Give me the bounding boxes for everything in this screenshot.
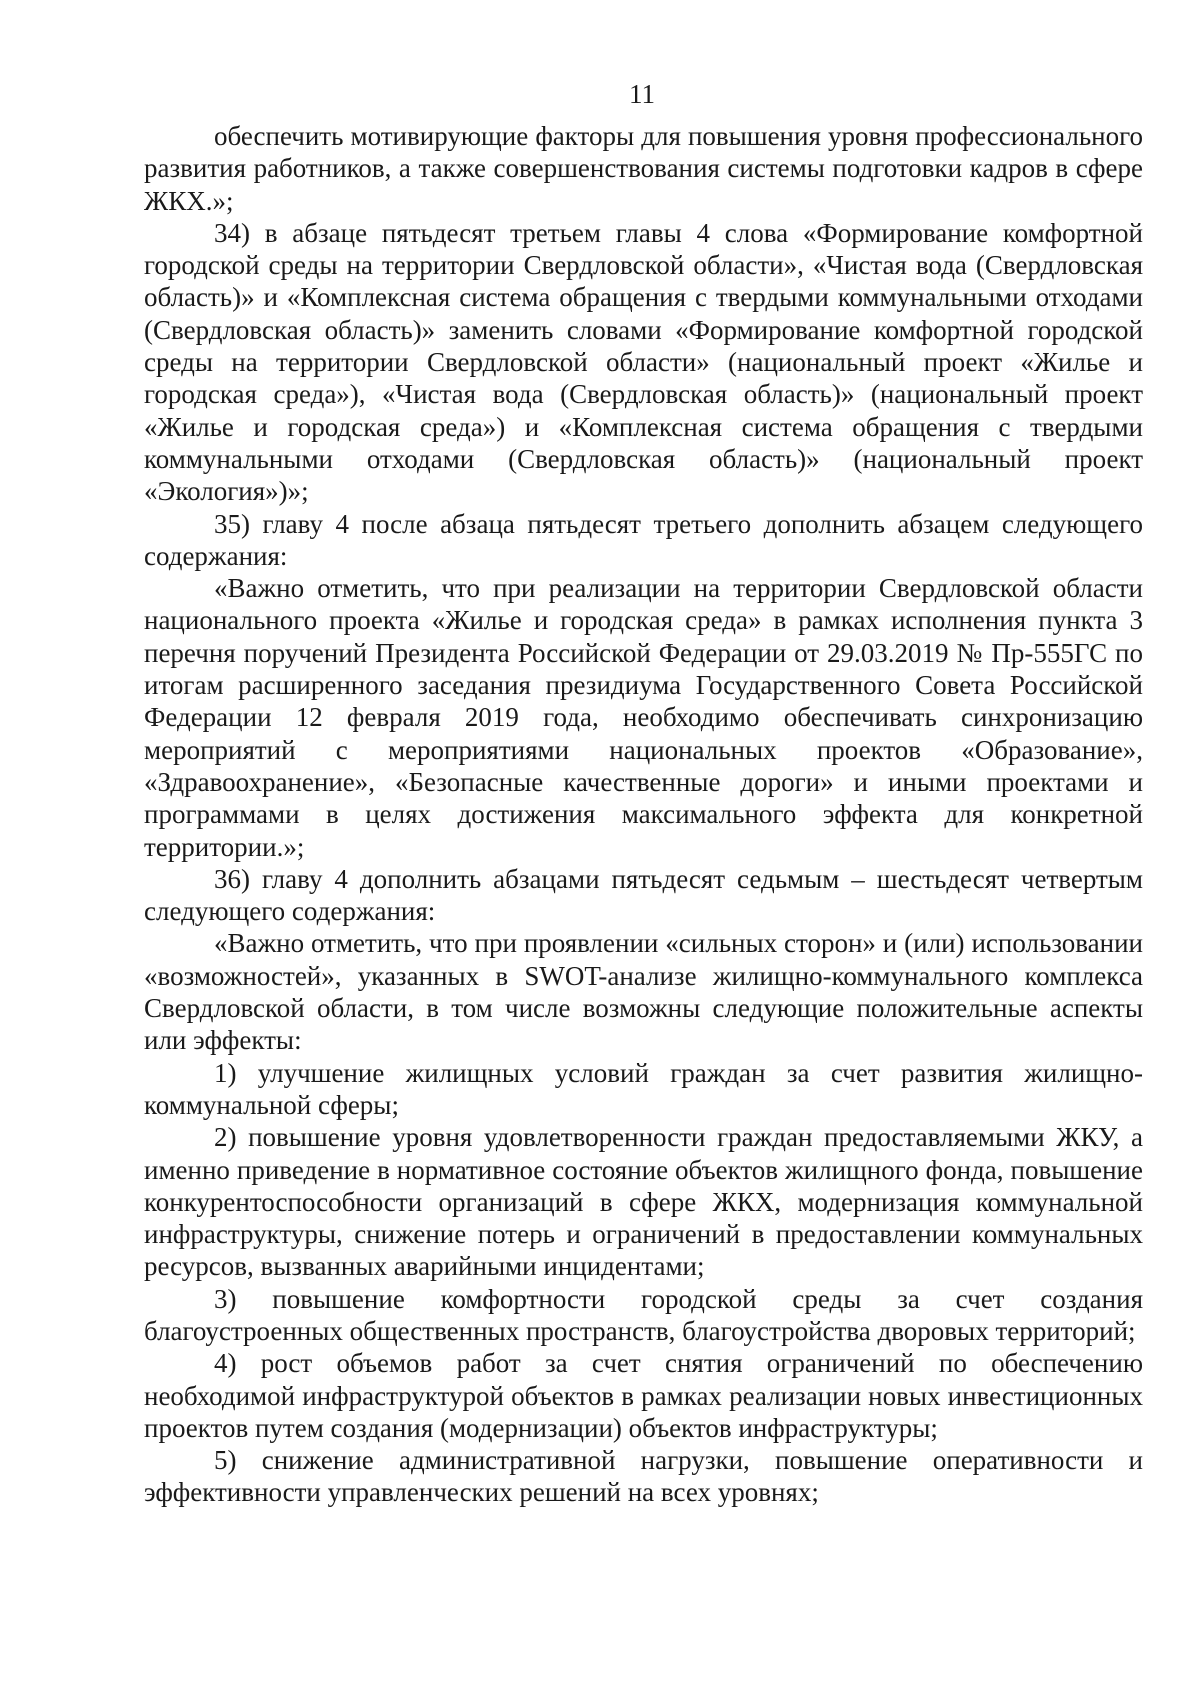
paragraph-item-34: 34) в абзаце пятьдесят третьем главы 4 слова «Формирование комфортной городской среды на территории Свердловской области», «Чистая вода (Свердловская область)» и «Комплексная система обращения с твердыми коммунальными отходами (Свердловская область)» заменить словами «Формирование комфортной городской среды на территории Свердловской области» (национальный проект «Жилье и городская среда»), «Чистая вода (Свердловская область)» (национальный проект «Жилье и городская среда») и «Комплексная система обращения с твердыми коммунальными отходами (Свердловская область)» (национальный проект «Экология»)»; <box>144 217 1143 507</box>
page-number: 11 <box>629 79 655 109</box>
paragraph-item-36: 36) главу 4 дополнить абзацами пятьдесят седьмым – шестьдесят четвертым следующего содержания: <box>144 863 1143 927</box>
list-item-1: 1) улучшение жилищных условий граждан за счет развития жилищно-коммунальной сферы; <box>144 1057 1143 1120</box>
paragraph-item-35: 35) главу 4 после абзаца пятьдесят третьего дополнить абзацем следующего содержания: <box>144 508 1143 571</box>
list-item-3: 3) повышение комфортности городской среды за счет создания благоустроенных общественных пространств, благоустройства дворовых территорий; <box>144 1283 1143 1346</box>
list-item-2: 2) повышение уровня удовлетворенности граждан предоставляемыми ЖКУ, а именно приведение в нормативное состояние объектов жилищного фонда, повышение конкурентоспособности организаций в сфере ЖКХ, модернизация коммунальной инфраструктуры, снижение потерь и ограничений в предоставлении коммунальных ресурсов, вызванных аварийными инцидентами; <box>144 1122 1143 1282</box>
paragraph-quote-36: «Важно отметить, что при проявлении «сильных сторон» и (или) использовании «возможностей», указанных в SWOT-анализе жилищно-коммунального комплекса Свердловской области, в том числе возможны следующие положительные аспекты или эффекты: <box>144 928 1143 1056</box>
paragraph-continuation: обеспечить мотивирующие факторы для повышения уровня профессионального развития работников, а также совершенствования системы подготовки кадров в сфере ЖКХ.»; <box>144 121 1143 216</box>
paragraph-quote-35: «Важно отметить, что при реализации на территории Свердловской области национального проекта «Жилье и городская среда» в рамках исполнения пункта 3 перечня поручений Президента Российской Федерации от 29.03.2019 № Пр-555ГС по итогам расширенного заседания президиума Государственного Совета Российской Федерации 12 февраля 2019 года, необходимо обеспечивать синхронизацию мероприятий с мероприятиями национальных проектов «Образование», «Здравоохранение», «Безопасные качественные дороги» и иными проектами и программами в целях достижения максимального эффекта для конкретной территории.»; <box>144 573 1143 862</box>
document-body <box>144 120 1143 1509</box>
list-item-4: 4) рост объемов работ за счет снятия ограничений по обеспечению необходимой инфраструктурой объектов в рамках реализации новых инвестиционных проектов путем создания (модернизации) объектов инфраструктуры; <box>144 1348 1143 1443</box>
list-item-5: 5) снижение административной нагрузки, повышение оперативности и эффективности управленческих решений на всех уровнях; <box>144 1445 1143 1508</box>
